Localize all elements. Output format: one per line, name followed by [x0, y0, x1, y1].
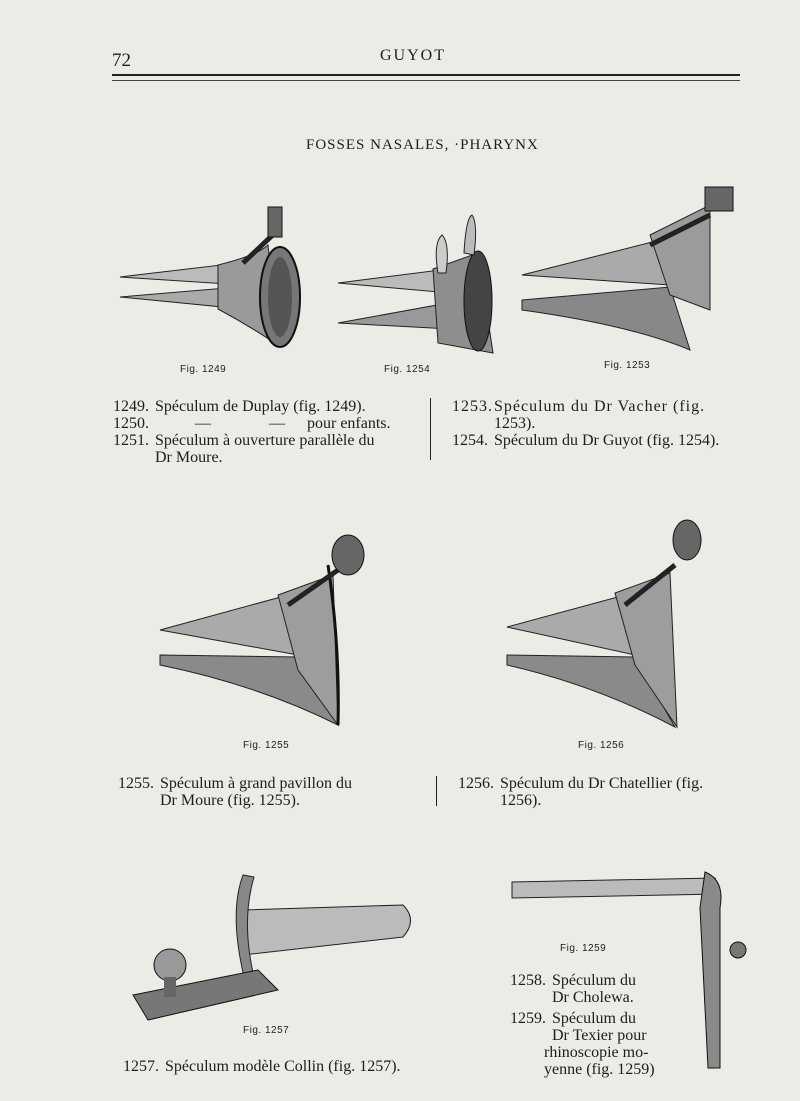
entry-1258-cont: Dr Cholewa.: [552, 989, 634, 1006]
header-rule: [112, 74, 740, 76]
entry-1258: [510, 972, 710, 989]
speculum-guyot-illustration: [338, 213, 498, 363]
caption-fig-1256: Fig. 1256: [578, 740, 625, 751]
column-divider: [430, 398, 431, 460]
ditto-dash: —: [269, 415, 285, 432]
entry-1249: [113, 398, 413, 415]
entry-1254: [452, 432, 762, 449]
entry-text: Spéculum du: [552, 1010, 636, 1027]
entry-number: 1249.: [113, 398, 149, 415]
entry-text: Spéculum à grand pavillon du: [160, 775, 352, 792]
running-head: GUYOT: [380, 47, 446, 64]
caption-fig-1254: Fig. 1254: [384, 364, 431, 375]
entry-1253-cont: 1253).: [494, 415, 536, 432]
caption-fig-1257: Fig. 1257: [243, 1025, 290, 1036]
entry-1255: [118, 775, 418, 792]
speculum-moure-illustration: [158, 525, 373, 730]
entry-1253: [452, 398, 762, 415]
entry-1255-cont: Dr Moure (fig. 1255).: [160, 792, 300, 809]
entry-text: Spéculum de Duplay (fig. 1249).: [155, 398, 366, 415]
entry-text: Spéculum du Dr Chatellier (fig.: [500, 775, 704, 792]
entry-1251: [113, 432, 423, 449]
entry-1259: [510, 1010, 710, 1027]
caption-fig-1255: Fig. 1255: [243, 740, 290, 751]
entry-number: 1251.: [113, 432, 149, 449]
column-divider: [436, 776, 437, 806]
entry-text: Spéculum du Dr Guyot (fig. 1254).: [494, 432, 720, 449]
entry-1259-cont: rhinoscopie mo-: [544, 1044, 649, 1061]
entry-1257: [123, 1058, 443, 1075]
entry-number: 1254.: [452, 432, 488, 449]
entry-1259-cont: Dr Texier pour: [552, 1027, 647, 1044]
entry-1256-cont: 1256).: [500, 792, 542, 809]
speculum-collin-illustration: [128, 865, 423, 1030]
caption-fig-1253: Fig. 1253: [604, 360, 651, 371]
entry-number: 1256.: [458, 775, 494, 792]
entry-text: Spéculum du Dr Vacher (fig.: [494, 398, 706, 415]
speculum-chatellier-illustration: [505, 515, 705, 730]
section-title: FOSSES NASALES, ·PHARYNX: [306, 137, 539, 153]
entry-number: 1257.: [123, 1058, 159, 1075]
speculum-duplay-illustration: [118, 205, 308, 355]
entry-number: 1258.: [510, 972, 546, 989]
caption-fig-1249: Fig. 1249: [180, 364, 227, 375]
caption-fig-1259: Fig. 1259: [560, 943, 607, 954]
header-rule-thin: [112, 80, 740, 81]
entry-number: 1253.: [452, 398, 493, 415]
entry-number: 1250.: [113, 415, 149, 432]
speculum-vacher-illustration: [520, 185, 745, 355]
entry-1259-cont: yenne (fig. 1259): [544, 1061, 655, 1078]
entry-1250: [113, 415, 413, 432]
entry-text: Spéculum à ouverture parallèle du: [155, 432, 375, 449]
entry-text: Spéculum du: [552, 972, 636, 989]
entry-1256: [458, 775, 768, 792]
entry-1251-cont: Dr Moure.: [155, 449, 223, 466]
ditto-dash: —: [195, 415, 211, 432]
entry-number: 1255.: [118, 775, 154, 792]
page-number: 72: [112, 50, 131, 71]
entry-text: pour enfants.: [307, 415, 391, 432]
entry-number: 1259.: [510, 1010, 546, 1027]
entry-text: Spéculum modèle Collin (fig. 1257).: [165, 1058, 401, 1075]
